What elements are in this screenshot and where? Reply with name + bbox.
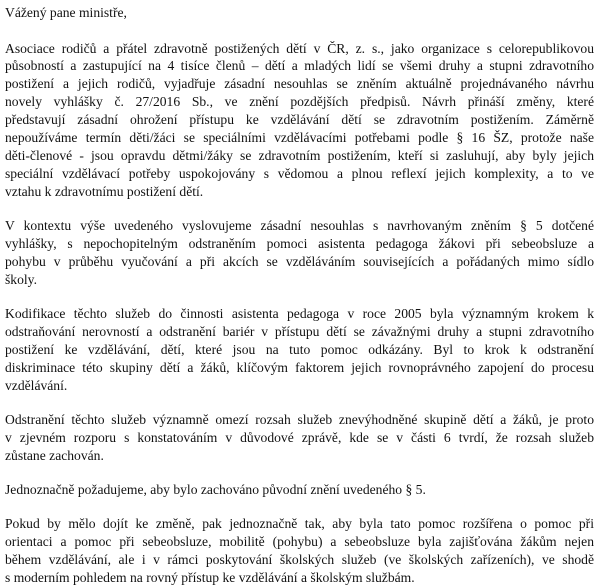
paragraph-4-line-1: Odstranění těchto služeb významně omezí rozsah služeb znevýhodněné skupině dětí a žáků, je proto <box>5 412 594 427</box>
paragraph-1-line-6: nepoužíváme termín děti/žáci se speciálními vzdělávacími potřebami podle § 16 ŠZ, protože naše <box>5 130 594 145</box>
paragraph-6-line-2: orientaci a pomoc při sebeobsluze, mobilitě (pohybu) a sebeobsluze byla zajišťována žákům nejen <box>5 534 594 549</box>
paragraph-1-line-2: působností a zastupující na 4 tisíce členů – dětí a mladých lidí se všemi druhy a stupni zdravotního <box>5 58 594 73</box>
paragraph-3-line-3: postižení ke vzdělávání, dětí, které jsou na tuto pomoc odkázány. Byl to krok k odstranění <box>5 342 594 357</box>
paragraph-1-line-3: postižení a jejich rodičů, vyjadřuje zásadní nesouhlas se zněním aktuálně projednávaného návrhu <box>5 76 594 91</box>
paragraph-6-line-4: s moderním pohledem na rovný přístup ke vzdělávání a školským službám. <box>5 570 415 585</box>
paragraph-2-line-2: vyhlášky, s nepochopitelným odstraněním pomoci asistenta pedagoga žákovi při sebeobsluze a <box>5 236 594 251</box>
paragraph-2-line-3: pohybu v průběhu vyučování a při akcích se vzděláváním souvisejících a pořádaných mimo sídlo <box>5 254 594 269</box>
paragraph-3-line-4: diskriminace této skupiny dětí a žáků, klíčovým faktorem jejich rovnoprávného zapojení do procesu <box>5 360 594 375</box>
paragraph-1-line-7: děti-členové - jsou opravdu dětmi/žáky se zdravotním postižením, kteří si zasluhují, aby byly jejich <box>5 148 594 163</box>
paragraph-1-line-4: novely vyhlášky č. 27/2016 Sb., ve znění pozdějších předpisů. Návrh přináší změny, které <box>5 94 594 109</box>
paragraph-4-line-3: zůstane zachován. <box>5 448 104 463</box>
paragraph-1-line-8: speciální vzdělávací potřeby uspokojovány s vědomou a plnou reflexí jejich komplexity, a to ve <box>5 166 594 181</box>
paragraph-5-line-1: Jednoznačně požadujeme, aby bylo zachováno původní znění uvedeného § 5. <box>5 482 426 497</box>
paragraph-3-line-1: Kodifikace těchto služeb do činnosti asistenta pedagoga v roce 2005 byla významným krokem k <box>5 306 594 321</box>
salutation: Vážený pane ministře, <box>5 5 127 20</box>
paragraph-4-line-2: v zjevném rozporu s konstatováním v důvodové zprávě, kde se v části 6 tvrdí, že rozsah služeb <box>5 430 594 445</box>
paragraph-1-line-9: vztahu k zdravotnímu postižení dětí. <box>5 184 204 199</box>
paragraph-1-line-1: Asociace rodičů a přátel zdravotně postižených dětí v ČR, z. s., jako organizace s celorepublikovou <box>5 41 594 56</box>
paragraph-2-line-1: V kontextu výše uvedeného vyslovujeme zásadní nesouhlas s navrhovaným zněním § 5 dotčené <box>5 218 594 233</box>
paragraph-3-line-5: vzdělávání. <box>5 378 68 393</box>
paragraph-1-line-5: představují zásadní ohrožení přístupu ke vzdělávání dětí se zdravotním postižením. Záměrně <box>5 112 594 127</box>
paragraph-2-line-4: školy. <box>5 272 37 287</box>
paragraph-3-line-2: odstraňování nerovností a odstranění bariér v přístupu dětí se závažnými druhy a stupni zdravotního <box>5 324 594 339</box>
paragraph-6-line-1: Pokud by mělo dojít ke změně, pak jednoznačně tak, aby byla tato pomoc rozšířena o pomoc při <box>5 516 594 531</box>
paragraph-6-line-3: během vzdělávání, ale i v rámci poskytování školských služeb (ve školských zařízeních), ve shodě <box>5 552 594 567</box>
